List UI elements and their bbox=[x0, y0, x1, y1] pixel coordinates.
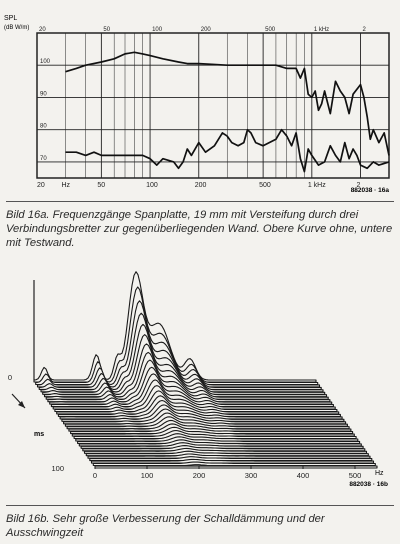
x-tick-label: 200 bbox=[194, 182, 207, 189]
top-tick-label: 1 kHz bbox=[313, 27, 330, 33]
x-tick-label: 100 bbox=[146, 182, 158, 189]
top-tick-label: 500 bbox=[265, 27, 276, 33]
x-axis-label: Hz bbox=[375, 470, 384, 477]
frequency-response-chart bbox=[0, 0, 400, 210]
y-tick-label: 90 bbox=[40, 91, 47, 98]
x-tick-label: 2 bbox=[356, 182, 361, 189]
x-tick-label: 400 bbox=[296, 471, 310, 480]
decay-slices bbox=[34, 272, 377, 468]
x-tick-label: 1 kHz bbox=[307, 182, 326, 189]
x-tick-label: 200 bbox=[192, 471, 206, 480]
x-tick-label: 20 bbox=[37, 182, 45, 189]
figure-code: 882038 · 16b bbox=[349, 481, 388, 488]
y-tick-labels bbox=[40, 59, 51, 162]
figure-16b bbox=[0, 268, 400, 504]
time-arrow-icon bbox=[12, 394, 25, 408]
time-tick-label: 100 bbox=[51, 464, 64, 473]
figure-16a bbox=[0, 0, 400, 210]
x-tick-label: 0 bbox=[92, 471, 98, 480]
time-axis-label: ms bbox=[34, 431, 45, 438]
x-tick-label: Hz bbox=[61, 182, 71, 189]
x-tick-label: 100 bbox=[140, 471, 154, 480]
y-tick-label: 70 bbox=[40, 155, 47, 162]
waterfall-chart bbox=[0, 268, 400, 504]
divider-line bbox=[6, 505, 394, 506]
x-tick-label: 50 bbox=[97, 182, 106, 189]
caption-16a: Bild 16a. Frequenzgänge Spanplatte, 19 mm mit Versteifung durch drei Verbindungsbretter zur gegenüberliegenden Wand. Obere Kurve ohne, untere mit Testwand. bbox=[6, 209, 393, 249]
x-tick-label: 500 bbox=[348, 471, 362, 480]
x-tick-label: 500 bbox=[259, 182, 271, 189]
figure-code: 882038 · 16a bbox=[350, 187, 389, 194]
divider-line bbox=[6, 201, 394, 202]
top-tick-label: 200 bbox=[200, 27, 211, 33]
y-tick-label: 100 bbox=[40, 59, 51, 66]
x-tick-labels bbox=[37, 182, 361, 189]
x-tick-label: 300 bbox=[244, 471, 258, 480]
spl-label: SPL bbox=[4, 15, 18, 22]
top-tick-label: 100 bbox=[152, 27, 163, 33]
top-tick-labels bbox=[39, 27, 367, 33]
time-tick-label: 0 bbox=[7, 373, 12, 382]
top-tick-label: 2 bbox=[362, 27, 366, 33]
unit-label: (dB W/m) bbox=[4, 25, 30, 31]
caption-16b: Bild 16b. Sehr große Verbesserung der Schalldämmung und der Ausschwingzeit bbox=[6, 513, 325, 539]
y-tick-label: 80 bbox=[40, 123, 47, 130]
top-tick-label: 20 bbox=[39, 27, 46, 33]
top-tick-label: 50 bbox=[103, 27, 111, 33]
